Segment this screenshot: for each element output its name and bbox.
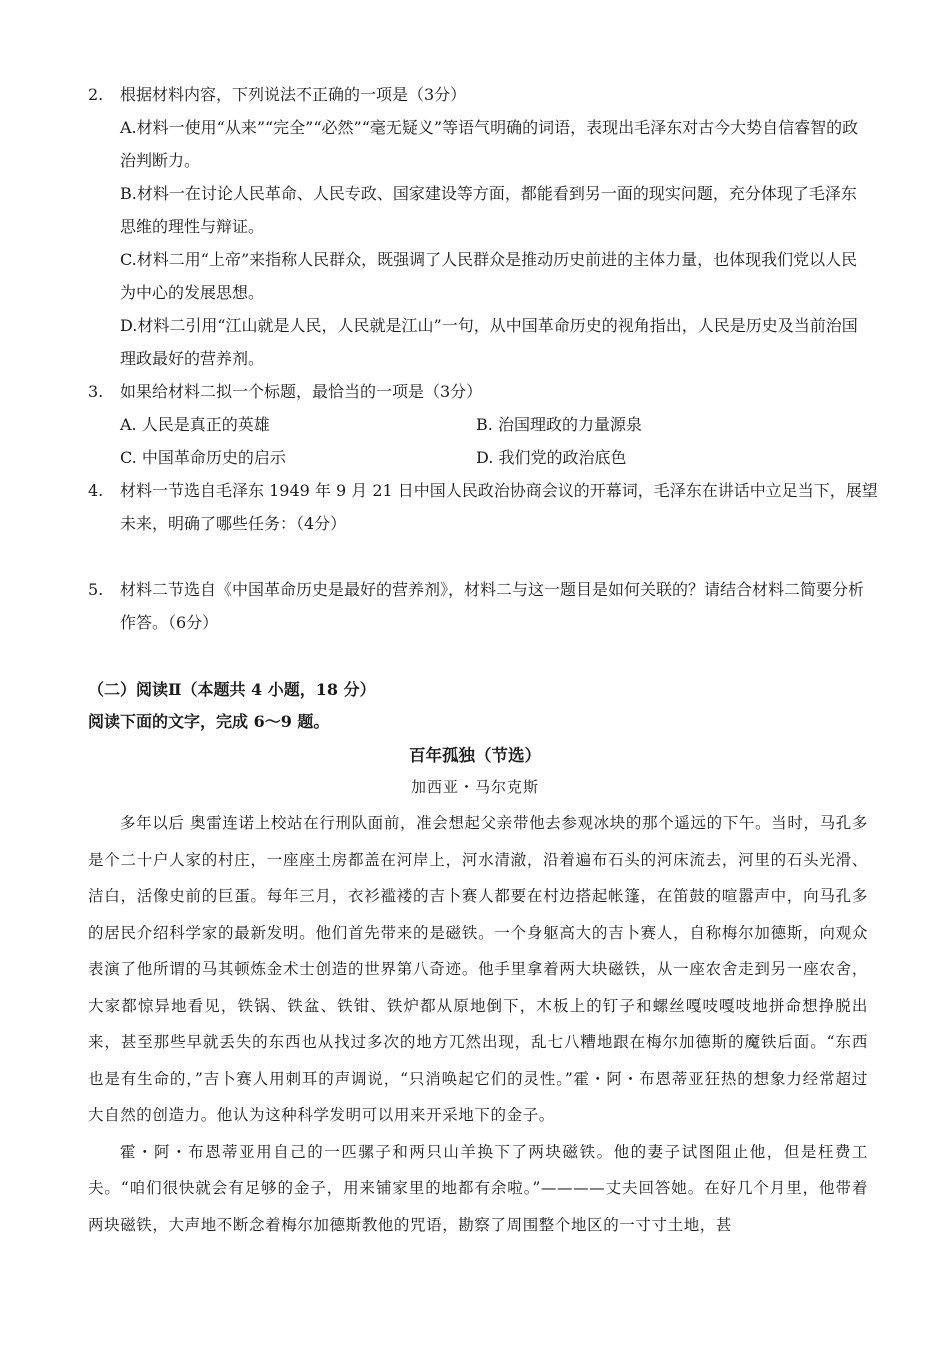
option-label: B. [476, 415, 493, 434]
option-3d [476, 441, 626, 474]
option-text: 我们党的政治底色 [498, 448, 627, 467]
passage-title: 百年孤独（节选） [409, 746, 541, 765]
option-text: 中国革命历史的启示 [141, 448, 286, 467]
option-text: 材料二用“上帝”来指称人民群众，既强调了人民群众是推动历史前进的主体力量，也体现我们党以人民为中心的发展思想。 [120, 250, 858, 302]
option-text: 材料一在讨论人民革命、人民专政、国家建设等方面，都能看到另一面的现实问题，充分体现了毛泽东思维的理性与辩证。 [120, 184, 857, 236]
option-3b [476, 408, 642, 441]
option-2b [120, 177, 870, 243]
question-stem: 材料一节选自毛泽东 1949 年 9 月 21 日中国人民政治协商会议的开幕词，毛泽东在讲话中立足当下，展望未来，明确了哪些任务：（4分） [120, 481, 878, 533]
question-4 [88, 474, 878, 540]
question-2 [88, 78, 878, 111]
option-text: 人民是真正的英雄 [141, 415, 270, 434]
question-stem: 根据材料内容，下列说法不正确的一项是（3分） [120, 85, 467, 104]
passage-paragraph: 霍・阿・布恩蒂亚用自己的一匹骡子和两只山羊换下了两块磁铁。他的妻子试图阻止他，但是枉费工夫。“咱们很快就会有足够的金子，用来铺家里的地都有余啦。”————丈夫回答她。在好几个月里，他带着两块磁铁，大声地不断念着梅尔加德斯教他的咒语，勘察了周围整个地区的一寸寸土地，甚 [88, 1142, 868, 1234]
option-text: 材料二引用“江山就是人民，人民就是江山”一句，从中国革命历史的视角指出，人民是历史及当前治国理政最好的营养剂。 [120, 316, 858, 368]
question-number: 2. [88, 85, 104, 104]
option-label: D. [476, 448, 494, 467]
option-text: 材料一使用“从来”“完全”“必然”“毫无疑义”等语气明确的词语，表现出毛泽东对古今大势自信睿智的政治判断力。 [120, 118, 859, 170]
option-2c [120, 243, 870, 309]
question-5 [88, 573, 878, 639]
passage-body [88, 805, 868, 1243]
option-label: A. [120, 118, 137, 137]
option-label: D. [120, 316, 138, 335]
option-label: C. [120, 448, 137, 467]
option-2a [120, 111, 870, 177]
question-number: 5. [88, 580, 104, 599]
option-3a [120, 408, 270, 441]
option-label: B. [120, 184, 137, 203]
section-heading: （二）阅读Ⅱ（本题共 4 小题，18 分） [88, 680, 376, 699]
option-3c [120, 441, 286, 474]
option-label: C. [120, 250, 137, 269]
option-label: A. [120, 415, 137, 434]
question-stem: 如果给材料二拟一个标题，最恰当的一项是（3分） [120, 382, 483, 401]
section-instruction: 阅读下面的文字，完成 6～9 题。 [88, 712, 330, 731]
option-2d [120, 309, 870, 375]
passage-paragraph: 多年以后 奥雷连诺上校站在行刑队面前，准会想起父亲带他去参观冰块的那个遥远的下午。当时，马孔多是个二十户人家的村庄，一座座土房都盖在河岸上，河水清澈，沿着遍布石头的河床流去，河里的石头光滑、洁白，活像史前的巨蛋。每年三月，衣衫褴褛的吉卜赛人都要在村边搭起帐篷，在笛鼓的喧嚣声中，向马孔多的居民介绍科学家的最新发明。他们首先带来的是磁铁。一个身躯高大的吉卜赛人，自称梅尔加德斯，向观众表演了他所谓的马其顿炼金术士创造的世界第八奇迹。他手里拿着两大块磁铁，从一座农舍走到另一座农舍，大家都惊异地看见，铁锅、铁盆、铁钳、铁炉都从原地倒下，木板上的钉子和螺丝嘎吱嘎吱地拼命想挣脱出来，甚至那些早就丢失的东西也从找过多次的地方兀然出现，乱七八糟地跟在梅尔加德斯的魔铁后面。“东西也是有生命的，”吉卜赛人用刺耳的声调说，“只消唤起它们的灵性。”霍・阿・布恩蒂亚狂热的想象力经常超过大自然的创造力。他认为这种科学发明可以用来开采地下的金子。 [88, 814, 868, 1124]
question-number: 4. [88, 481, 104, 500]
option-text: 治国理政的力量源泉 [497, 415, 642, 434]
question-number: 3. [88, 382, 104, 401]
question-stem: 材料二节选自《中国革命历史是最好的营养剂》，材料二与这一题目是如何关联的？请结合材料二简要分析作答。（6分） [120, 580, 865, 632]
passage-author: 加西亚・马尔克斯 [410, 778, 539, 796]
question-3 [88, 375, 878, 408]
